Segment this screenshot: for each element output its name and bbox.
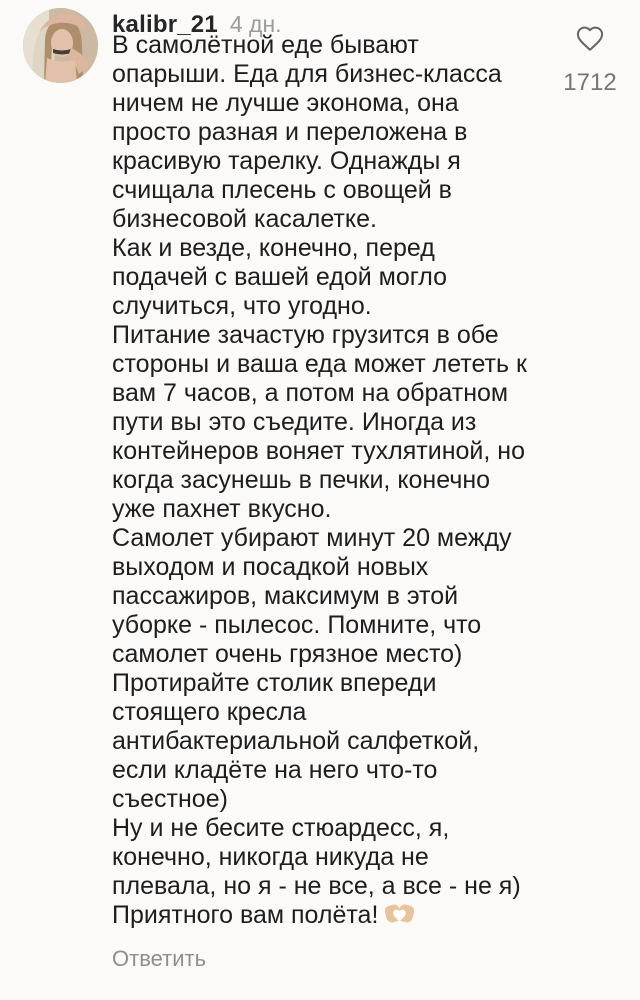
comment-text-line: опарыши. Еда для бизнес-класса: [112, 60, 502, 88]
comment-text-line: уборке - пылесос. Помните, что: [112, 611, 482, 639]
comment-text-line: плевала, но я - не все, а все - не я): [112, 872, 521, 900]
avatar-image: [23, 8, 98, 83]
comment-text-line: Как и везде, конечно, перед: [112, 234, 435, 262]
comment-text-line: Приятного вам полёта!: [112, 901, 379, 929]
comment-text-line: Самолет убирают минут 20 между: [112, 524, 512, 552]
comment-text-line: когда засунешь в печки, конечно: [112, 466, 491, 494]
comment-text-line: стороны и ваша еда может лететь к: [112, 350, 527, 378]
comment-text: [112, 31, 560, 901]
heart-outline-icon[interactable]: [575, 24, 605, 53]
comment-text-line: бизнесовой касалетке.: [112, 205, 377, 233]
comment-text-line: вам 7 часов, а потом на обратном: [112, 379, 509, 407]
comment-text-line: красивую тарелку. Однажды я: [112, 147, 461, 175]
comment-text-line: просто разная и переложена в: [112, 118, 468, 146]
comment-text-line: пассажиров, максимум в этой: [112, 582, 459, 610]
comment-text-line: Протирайте столик впереди: [112, 669, 437, 697]
comment-text-line: выходом и посадкой новых: [112, 553, 429, 581]
comment-text-line: контейнеров воняет тухлятиной, но: [112, 437, 525, 465]
comment-text-line: счищала плесень с овощей в: [112, 176, 452, 204]
comment-text-line: Ну и не бесите стюардесс, я,: [112, 814, 450, 842]
comment-content: [112, 0, 560, 972]
comment-text-last-line: [112, 901, 560, 930]
comment-text-line: В самолётной еде бывают: [112, 31, 419, 59]
comment-text-line: пути вы это съедите. Иногда из: [112, 408, 477, 436]
comment-text-line: конечно, никогда никуда не: [112, 843, 429, 871]
comment-text-line: съестное): [112, 785, 228, 813]
comment-text-line: ничем не лучше эконома, она: [112, 89, 459, 117]
like-column: [558, 24, 622, 97]
comment-text-line: подачей с вашей едой могло: [112, 263, 448, 291]
comment-text-line: стоящего кресла: [112, 698, 307, 726]
comment-text-line: если кладёте на него что-то: [112, 756, 438, 784]
comment-text-line: случиться, что угодно.: [112, 292, 372, 320]
heart-hands-emoji: [385, 902, 414, 927]
timestamp: 4 дн.: [229, 11, 282, 37]
username[interactable]: kalibr_21: [112, 11, 218, 38]
comment-text-line: антибактериальной салфеткой,: [112, 727, 480, 755]
comment-text-line: уже пахнет вкусно.: [112, 495, 332, 523]
comment-text-line: Питание зачастую грузится в обе: [112, 321, 499, 349]
comment-header: [112, 0, 560, 38]
avatar[interactable]: [23, 8, 98, 83]
like-count[interactable]: 1712: [563, 69, 617, 96]
reply-button[interactable]: Ответить: [112, 946, 207, 971]
comment-text-line: самолет очень грязное место): [112, 640, 463, 668]
